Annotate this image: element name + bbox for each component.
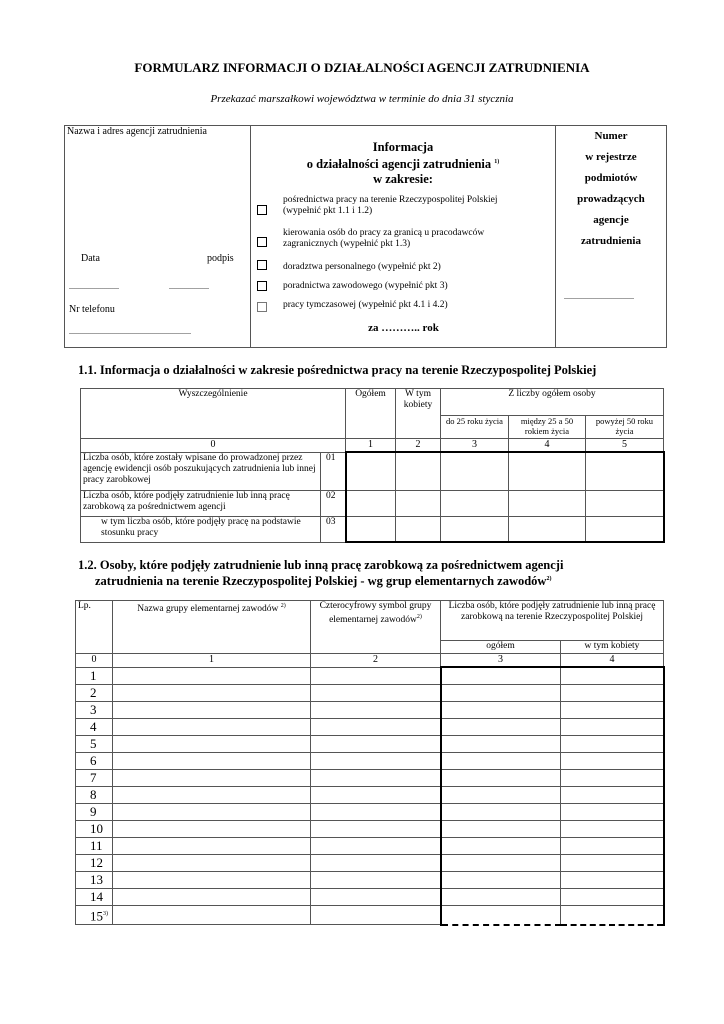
- form-title: FORMULARZ INFORMACJI O DZIAŁALNOŚCI AGENCJI ZATRUDNIENIA: [134, 60, 590, 75]
- input-cell[interactable]: [396, 516, 441, 542]
- register-label: Numer: [594, 130, 628, 142]
- option-label: pracy tymczasowej (wypełnić pkt 4.1 i 4.2): [283, 300, 448, 310]
- input-cell[interactable]: [346, 490, 396, 516]
- group-name-cell[interactable]: [113, 821, 311, 838]
- row-number: 4: [76, 719, 113, 736]
- header-women: W tym kobiety: [396, 389, 441, 439]
- group-name-cell[interactable]: [113, 889, 311, 906]
- symbol-cell[interactable]: [311, 889, 441, 906]
- row-number: 3: [76, 702, 113, 719]
- register-label: zatrudnienia: [581, 235, 641, 247]
- input-cell[interactable]: [509, 490, 586, 516]
- women-cell[interactable]: [561, 719, 664, 736]
- header-total: ogółem: [441, 641, 561, 654]
- index-cell: 3: [441, 439, 509, 453]
- header-age-25-50: między 25 a 50 rokiem życia: [509, 416, 586, 439]
- symbol-cell[interactable]: [311, 906, 441, 925]
- group-name-cell[interactable]: [113, 838, 311, 855]
- row-number: 14: [76, 889, 113, 906]
- symbol-cell[interactable]: [311, 770, 441, 787]
- index-cell: 0: [81, 439, 346, 453]
- table-row: [81, 490, 664, 516]
- header-desc: Wyszczególnienie: [81, 389, 346, 439]
- group-name-cell[interactable]: [113, 770, 311, 787]
- table-row: [76, 702, 664, 719]
- total-cell[interactable]: [441, 906, 561, 925]
- agency-name-label: Nazwa i adres agencji zatrudnienia: [67, 126, 207, 137]
- symbol-cell[interactable]: [311, 855, 441, 872]
- table-row: [76, 667, 664, 685]
- total-cell[interactable]: [441, 787, 561, 804]
- women-cell[interactable]: [561, 685, 664, 702]
- row-number: 10: [76, 821, 113, 838]
- index-cell: 4: [509, 439, 586, 453]
- symbol-cell[interactable]: [311, 804, 441, 821]
- women-cell[interactable]: [561, 838, 664, 855]
- table-row: [76, 753, 664, 770]
- phone-label: Nr telefonu: [69, 304, 115, 315]
- table-row: [76, 719, 664, 736]
- group-name-cell[interactable]: [113, 719, 311, 736]
- group-name-cell[interactable]: [113, 906, 311, 925]
- section-1-2-heading-cont: [95, 574, 551, 589]
- header-count: Liczba osób, które podjęły zatrudnienie lub inną pracę zarobkową na terenie Rzeczypospolitej Polskiej: [441, 601, 664, 641]
- table-row: [76, 855, 664, 872]
- header-box: [64, 125, 667, 348]
- table-row: [76, 736, 664, 753]
- footnote-ref: 1): [494, 159, 500, 165]
- total-cell[interactable]: [441, 855, 561, 872]
- table-row: [76, 838, 664, 855]
- table-row: [76, 821, 664, 838]
- info-scope: w zakresie:: [373, 172, 433, 187]
- table-row: [76, 787, 664, 804]
- group-name-cell[interactable]: [113, 804, 311, 821]
- row-code: 02: [321, 490, 346, 516]
- register-label: agencje: [593, 214, 629, 226]
- info-title: Informacja: [372, 140, 434, 154]
- symbol-cell[interactable]: [311, 667, 441, 685]
- input-cell[interactable]: [396, 452, 441, 490]
- register-label: w rejestrze: [585, 151, 637, 163]
- index-cell: 2: [396, 439, 441, 453]
- total-cell[interactable]: [441, 838, 561, 855]
- input-cell[interactable]: [346, 516, 396, 542]
- table-1-1: [80, 388, 665, 543]
- header-group-name: Nazwa grupy elementarnej zawodów $^{2)}$: [113, 601, 311, 654]
- total-cell[interactable]: [441, 719, 561, 736]
- header-lp: Lp.: [76, 601, 113, 654]
- form-subtitle: Przekazać marszałkowi województwa w terminie do dnia 31 stycznia: [210, 93, 514, 105]
- group-name-cell[interactable]: [113, 685, 311, 702]
- women-cell[interactable]: [561, 770, 664, 787]
- total-cell[interactable]: [441, 736, 561, 753]
- option-label: pośrednictwa pracy na terenie Rzeczypospolitej Polskiej: [283, 195, 498, 205]
- total-cell[interactable]: [441, 685, 561, 702]
- total-cell[interactable]: [441, 667, 561, 685]
- total-cell[interactable]: [441, 889, 561, 906]
- total-cell[interactable]: [441, 804, 561, 821]
- group-name-cell[interactable]: [113, 667, 311, 685]
- women-cell[interactable]: [561, 736, 664, 753]
- group-name-cell[interactable]: [113, 855, 311, 872]
- heading-text: zatrudnienia na terenie Rzeczypospolitej Polskiej - wg grup elementarnych zawodów: [95, 574, 547, 588]
- table-1-2: [75, 600, 665, 926]
- date-label: Data: [81, 253, 100, 264]
- index-cell: 3: [441, 654, 561, 668]
- section-1-1-heading: 1.1. Informacja o działalności w zakresie pośrednictwa pracy na terenie Rzeczypospolitej Polskiej: [78, 363, 597, 377]
- women-cell[interactable]: [561, 702, 664, 719]
- checkbox-doradztwo[interactable]: [257, 260, 267, 270]
- row-number: 12: [76, 855, 113, 872]
- total-cell[interactable]: [441, 872, 561, 889]
- option-label: kierowania osób do pracy za granicą u pracodawców: [283, 228, 485, 238]
- women-cell[interactable]: [561, 821, 664, 838]
- register-number-cell: [556, 126, 667, 348]
- row-number: 8: [76, 787, 113, 804]
- input-cell[interactable]: [586, 452, 664, 490]
- header-age-over50: powyżej 50 roku życia: [586, 416, 664, 439]
- row-label: w tym liczba osób, które podjęły pracę na podstawie stosunku pracy: [81, 516, 321, 542]
- symbol-cell[interactable]: [311, 753, 441, 770]
- total-cell[interactable]: [441, 702, 561, 719]
- table-row: [76, 889, 664, 906]
- date-field[interactable]: .........................: [69, 282, 119, 291]
- index-cell: 0: [76, 654, 113, 668]
- symbol-cell[interactable]: [311, 838, 441, 855]
- row-label: Liczba osób, które zostały wpisane do prowadzonej przez agencję ewidencji osób poszukujących zatrudnienia lub innej pracy zarobkowej: [81, 452, 321, 490]
- total-cell[interactable]: [441, 821, 561, 838]
- option-label: zagranicznych (wypełnić pkt 1.3): [283, 239, 411, 249]
- total-cell[interactable]: [441, 753, 561, 770]
- register-number-field[interactable]: ...................................: [564, 292, 634, 301]
- symbol-cell[interactable]: [311, 685, 441, 702]
- women-cell[interactable]: [561, 667, 664, 685]
- women-cell[interactable]: [561, 855, 664, 872]
- input-cell[interactable]: [586, 516, 664, 542]
- header-symbol: Czterocyfrowy symbol grupy elementarnej zawodów$^{2)}$: [311, 601, 441, 654]
- table-row: [81, 452, 664, 490]
- input-cell[interactable]: [396, 490, 441, 516]
- table-row: [76, 906, 664, 925]
- row-number: 11: [76, 838, 113, 855]
- table-row: [76, 685, 664, 702]
- input-cell[interactable]: [509, 516, 586, 542]
- signature-label: podpis: [207, 253, 234, 264]
- row-number: 7: [76, 770, 113, 787]
- symbol-cell[interactable]: [311, 719, 441, 736]
- input-cell[interactable]: [441, 516, 509, 542]
- table-row: [81, 516, 664, 542]
- input-cell[interactable]: [586, 490, 664, 516]
- row-code: 03: [321, 516, 346, 542]
- women-cell[interactable]: [561, 787, 664, 804]
- footnote-ref: 2): [546, 575, 552, 582]
- row-code: 01: [321, 452, 346, 490]
- checkbox-kierowanie[interactable]: [257, 237, 267, 247]
- symbol-cell[interactable]: [311, 787, 441, 804]
- signature-field[interactable]: ....................: [169, 282, 209, 291]
- input-cell[interactable]: [441, 490, 509, 516]
- group-name-cell[interactable]: [113, 872, 311, 889]
- symbol-cell[interactable]: [311, 821, 441, 838]
- index-cell: 4: [561, 654, 664, 668]
- section-1-2-heading: 1.2. Osoby, które podjęły zatrudnienie lub inną pracę zarobkową za pośrednictwem agencji: [78, 558, 564, 572]
- symbol-cell[interactable]: [311, 736, 441, 753]
- phone-field[interactable]: .............................................................: [69, 327, 191, 336]
- row-label: Liczba osób, które podjęły zatrudnienie lub inną pracę zarobkową za pośrednictwem agencji: [81, 490, 321, 516]
- input-cell[interactable]: [509, 452, 586, 490]
- option-label: (wypełnić pkt 1.1 i 1.2): [283, 206, 373, 216]
- header-age-under25: do 25 roku życia: [441, 416, 509, 439]
- group-name-cell[interactable]: [113, 753, 311, 770]
- women-cell[interactable]: [561, 753, 664, 770]
- women-cell[interactable]: [561, 889, 664, 906]
- group-name-cell[interactable]: [113, 787, 311, 804]
- row-number: 9: [76, 804, 113, 821]
- info-subtitle: o działalności agencji zatrudnienia: [306, 157, 492, 172]
- input-cell[interactable]: [441, 452, 509, 490]
- header-women: w tym kobiety: [561, 641, 664, 654]
- register-label: prowadzących: [577, 193, 645, 205]
- index-cell: 5: [586, 439, 664, 453]
- table-row: [76, 872, 664, 889]
- women-cell[interactable]: [561, 872, 664, 889]
- women-cell[interactable]: [561, 804, 664, 821]
- row-number: 1: [76, 667, 113, 685]
- index-cell: 2: [311, 654, 441, 668]
- symbol-cell[interactable]: [311, 872, 441, 889]
- group-name-cell[interactable]: [113, 736, 311, 753]
- option-label: doradztwa personalnego (wypełnić pkt 2): [283, 262, 441, 272]
- index-cell: 1: [346, 439, 396, 453]
- info-scope-cell: [251, 126, 556, 348]
- women-cell[interactable]: [561, 906, 664, 925]
- row-number: 2: [76, 685, 113, 702]
- index-cell: 1: [113, 654, 311, 668]
- row-number: 6: [76, 753, 113, 770]
- group-name-cell[interactable]: [113, 702, 311, 719]
- checkbox-poradnictwo[interactable]: [257, 281, 267, 291]
- agency-info-cell: [65, 126, 251, 348]
- register-label: podmiotów: [584, 172, 638, 184]
- row-number: 5: [76, 736, 113, 753]
- header-age-group: Z liczby ogółem osoby: [441, 389, 664, 416]
- table-row: [76, 804, 664, 821]
- table-row: [76, 770, 664, 787]
- input-cell[interactable]: [346, 452, 396, 490]
- symbol-cell[interactable]: [311, 702, 441, 719]
- header-total: Ogółem: [346, 389, 396, 439]
- checkbox-posrednictwo[interactable]: [257, 205, 267, 215]
- row-number: 15$^{3)}$: [76, 906, 113, 925]
- option-label: poradnictwa zawodowego (wypełnić pkt 3): [283, 281, 448, 291]
- year-field[interactable]: za ……….. rok: [368, 322, 439, 334]
- checkbox-praca-tymczasowa[interactable]: [257, 302, 267, 312]
- total-cell[interactable]: [441, 770, 561, 787]
- row-number: 13: [76, 872, 113, 889]
